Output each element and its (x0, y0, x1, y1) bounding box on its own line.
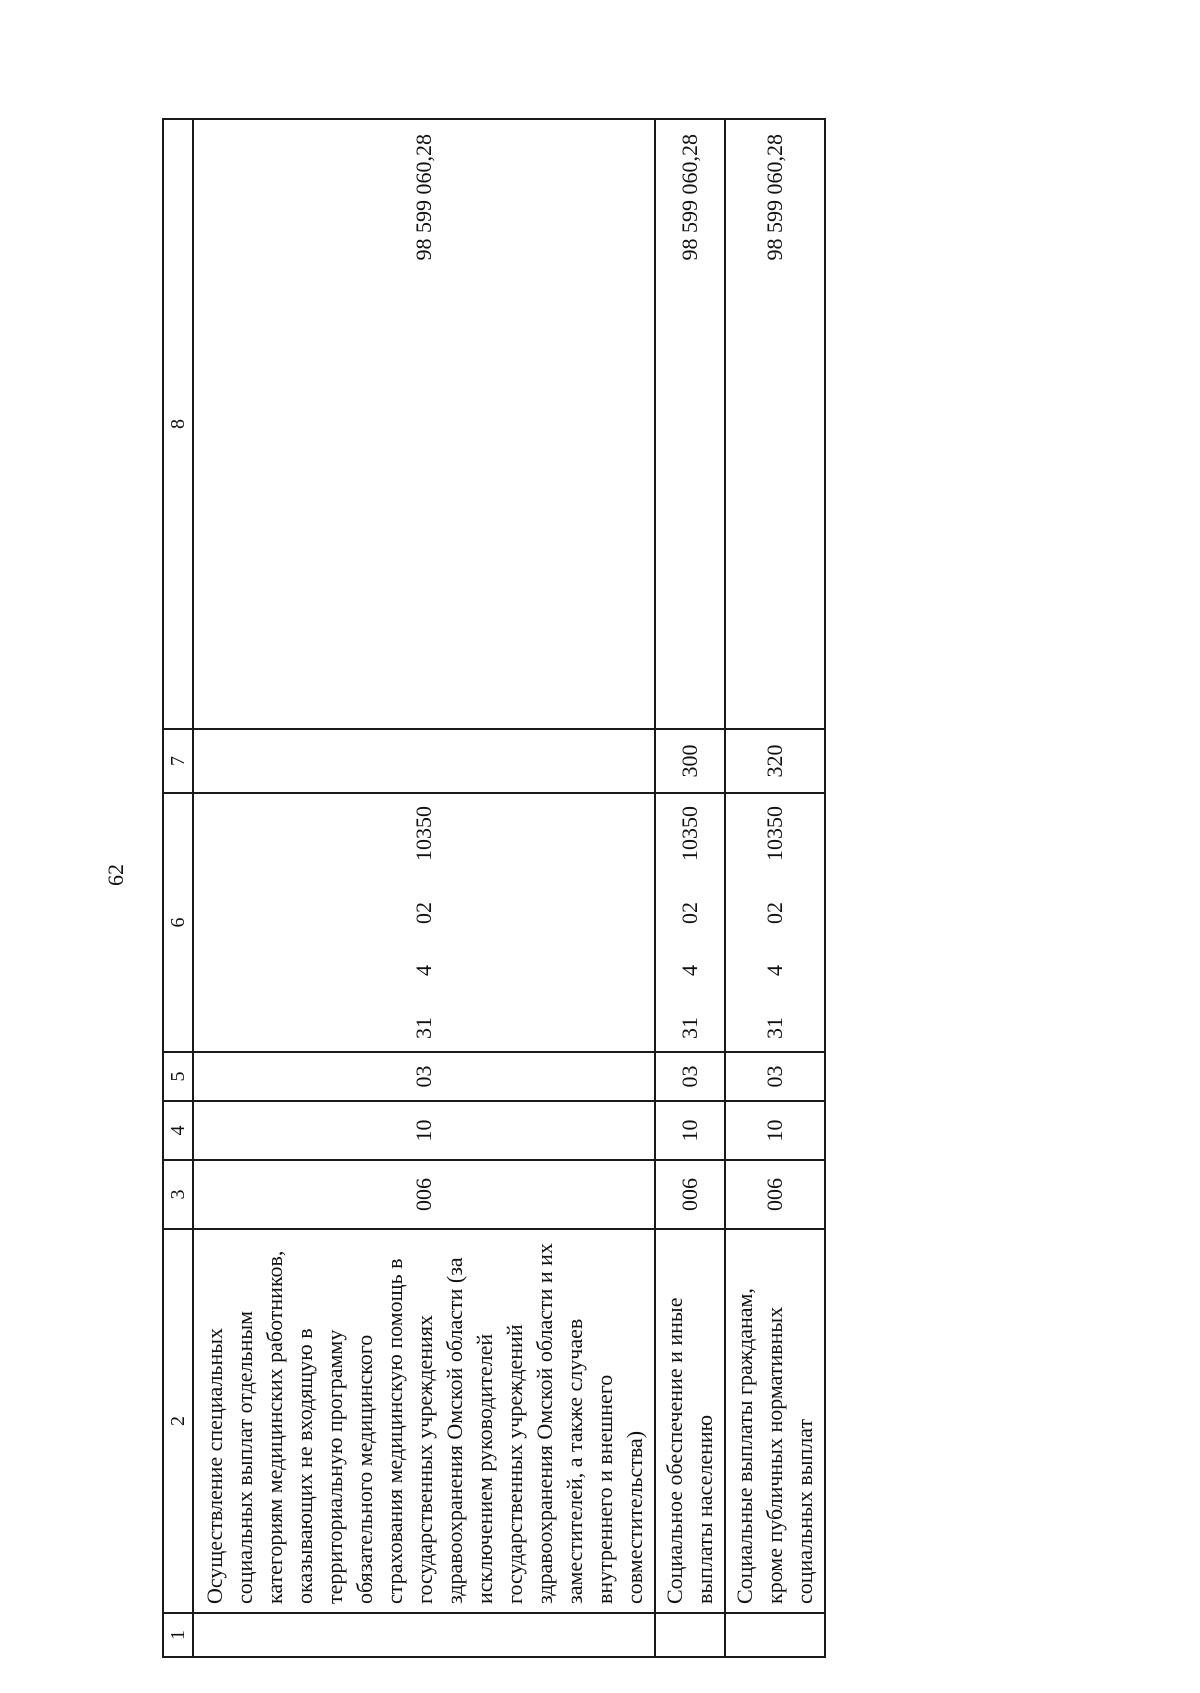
table-header-row (163, 119, 193, 1657)
row-code-5: 03 (655, 1052, 725, 1101)
table-row (193, 119, 655, 1657)
header-col-6: 6 (163, 793, 193, 1052)
row-amount: 98 599 060,28 (725, 119, 825, 729)
table-row (725, 119, 825, 1657)
header-col-4: 4 (163, 1101, 193, 1160)
code6-part-2: 4 (411, 965, 436, 976)
code6-part-3: 02 (762, 902, 787, 924)
row-amount: 98 599 060,28 (193, 119, 655, 729)
header-col-3: 3 (163, 1160, 193, 1229)
row-code-4: 10 (725, 1101, 825, 1160)
code6-part-4: 10350 (762, 806, 787, 861)
row-code-4: 10 (193, 1101, 655, 1160)
header-col-8: 8 (163, 119, 193, 729)
row-code-6 (193, 793, 655, 1052)
code6-part-1: 31 (411, 1017, 436, 1039)
row-code-3: 006 (193, 1160, 655, 1229)
row-code-4: 10 (655, 1101, 725, 1160)
code6-part-4: 10350 (677, 806, 702, 861)
header-col-1: 1 (163, 1613, 193, 1657)
header-col-5: 5 (163, 1052, 193, 1101)
header-col-7: 7 (163, 729, 193, 793)
row-amount: 98 599 060,28 (655, 119, 725, 729)
code6-part-2: 4 (762, 965, 787, 976)
page-number: 62 (103, 864, 128, 886)
row-code-6 (655, 793, 725, 1052)
row-description: Осуществление специальных социальных выплат отдельным категориям медицинских работников, оказывающих не входящую в территориальную программу обязательного медицинского страхования медицинскую помощь в государственных учреждениях здравоохранения Омской области (за исключением руководителей государственных учреждений здравоохранения Омской области и их заместителей, а также случаев внутреннего и внешнего совместительства) (193, 1229, 655, 1613)
budget-table (162, 118, 826, 1658)
row-code-7: 320 (725, 729, 825, 793)
code6-part-1: 31 (762, 1017, 787, 1039)
budget-table-rotated (162, 118, 817, 1658)
row-number-cell (655, 1613, 725, 1657)
row-code-6 (725, 793, 825, 1052)
row-code-3: 006 (655, 1160, 725, 1229)
code6-part-3: 02 (411, 902, 436, 924)
code6-part-3: 02 (677, 902, 702, 924)
row-code-7 (193, 729, 655, 793)
row-code-5: 03 (193, 1052, 655, 1101)
row-code-3: 006 (725, 1160, 825, 1229)
row-number-cell (725, 1613, 825, 1657)
code6-part-4: 10350 (411, 806, 436, 861)
table-row (655, 119, 725, 1657)
row-description: Социальное обеспечение и иные выплаты населению (655, 1229, 725, 1613)
code6-part-2: 4 (677, 965, 702, 976)
code6-part-1: 31 (677, 1017, 702, 1039)
header-col-2: 2 (163, 1229, 193, 1613)
row-code-7: 300 (655, 729, 725, 793)
row-description: Социальные выплаты гражданам, кроме публичных нормативных социальных выплат (725, 1229, 825, 1613)
row-number-cell (193, 1613, 655, 1657)
row-code-5: 03 (725, 1052, 825, 1101)
